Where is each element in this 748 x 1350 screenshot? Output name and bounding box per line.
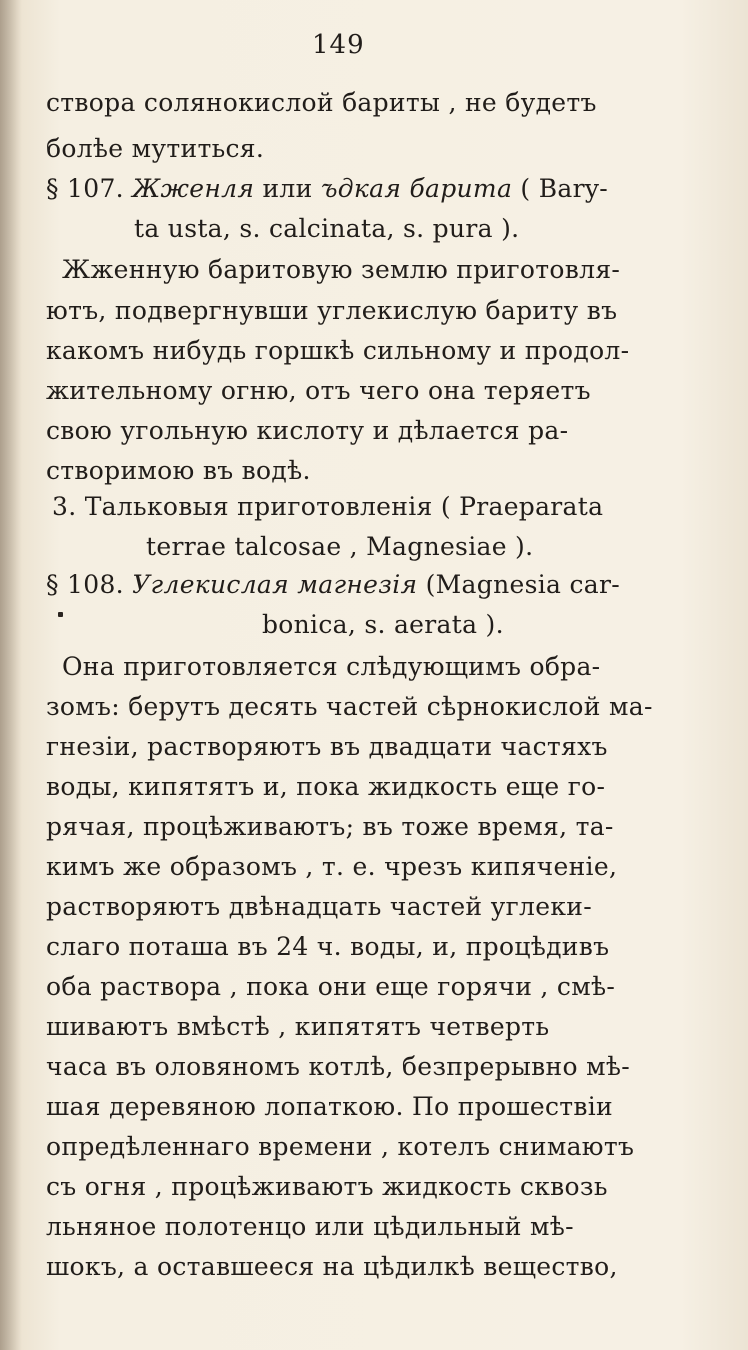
text-line: растворяютъ двѣнадцать частей углеки- <box>46 892 592 921</box>
text-line: оба раствора , пока они еще горячи , смѣ- <box>46 972 616 1001</box>
page-number: 149 <box>312 30 365 60</box>
text-line: шокъ, а оставшееся на цѣдилкѣ вещество, <box>46 1252 618 1281</box>
text-line: какомъ нибудь горшкѣ сильному и продол- <box>46 336 630 365</box>
text-line: Жженную баритовую землю приготовля- <box>62 255 621 284</box>
section-title-latin: (Magnesia car- <box>425 570 620 599</box>
margin-mark <box>58 612 63 617</box>
section-title-part: Углекислая магнезія <box>132 570 418 599</box>
section-number: § 108. <box>46 570 124 599</box>
section-title-part: Жженля <box>132 174 255 203</box>
text-line: шая деревяною лопаткою. По прошествіи <box>46 1092 614 1121</box>
text-line: льняное полотенцо или цѣдильный мѣ- <box>46 1212 574 1241</box>
text-line: Она приготовляется слѣдующимъ обра- <box>62 652 601 681</box>
text-line: жительному огню, отъ чего она теряетъ <box>46 376 591 405</box>
section-title-part: ъдкая барита <box>320 174 513 203</box>
subsection-heading: 3. Тальковыя приготовленія ( Praeparata <box>52 492 604 521</box>
text-line: свою угольную кислоту и дѣлается ра- <box>46 416 569 445</box>
text-line: кимъ же образомъ , т. е. чрезъ кипяченіе, <box>46 852 618 881</box>
text-line: terrae talcosae , Magnesiae ). <box>146 532 534 561</box>
text-line: опредѣленнаго времени , котелъ снимаютъ <box>46 1132 635 1161</box>
section-title-part: или <box>262 174 313 203</box>
text-line: створа солянокислой бариты , не будетъ <box>46 88 597 117</box>
page-gutter <box>0 0 22 1350</box>
text-line: часа въ оловяномъ котлѣ, безпрерывно мѣ- <box>46 1052 630 1081</box>
text-line: съ огня , процѣживаютъ жидкость сквозь <box>46 1172 608 1201</box>
text-line: bonica, s. aerata ). <box>262 610 504 639</box>
text-line: ta usta, s. calcinata, s. pura ). <box>134 214 520 243</box>
text-line: шиваютъ вмѣстѣ , кипятятъ четверть <box>46 1012 550 1041</box>
text-line: зомъ: берутъ десять частей сѣрнокислой ма- <box>46 692 653 721</box>
text-line: воды, кипятятъ и, пока жидкость еще го- <box>46 772 606 801</box>
text-line: гнезіи, растворяютъ въ двадцати частяхъ <box>46 732 608 761</box>
text-line: ютъ, подвергнувши углекислую бариту въ <box>46 296 618 325</box>
text-line: рячая, процѣживаютъ; въ тоже время, та- <box>46 812 614 841</box>
text-line: створимою въ водѣ. <box>46 456 311 485</box>
text-line: болѣе мутиться. <box>46 134 265 163</box>
section-heading-108 <box>46 570 620 600</box>
section-heading-107 <box>46 174 608 204</box>
section-title-latin: ( Bary- <box>520 174 609 203</box>
section-number: § 107. <box>46 174 124 203</box>
text-line: слаго поташа въ 24 ч. воды, и, процѣдивъ <box>46 932 610 961</box>
